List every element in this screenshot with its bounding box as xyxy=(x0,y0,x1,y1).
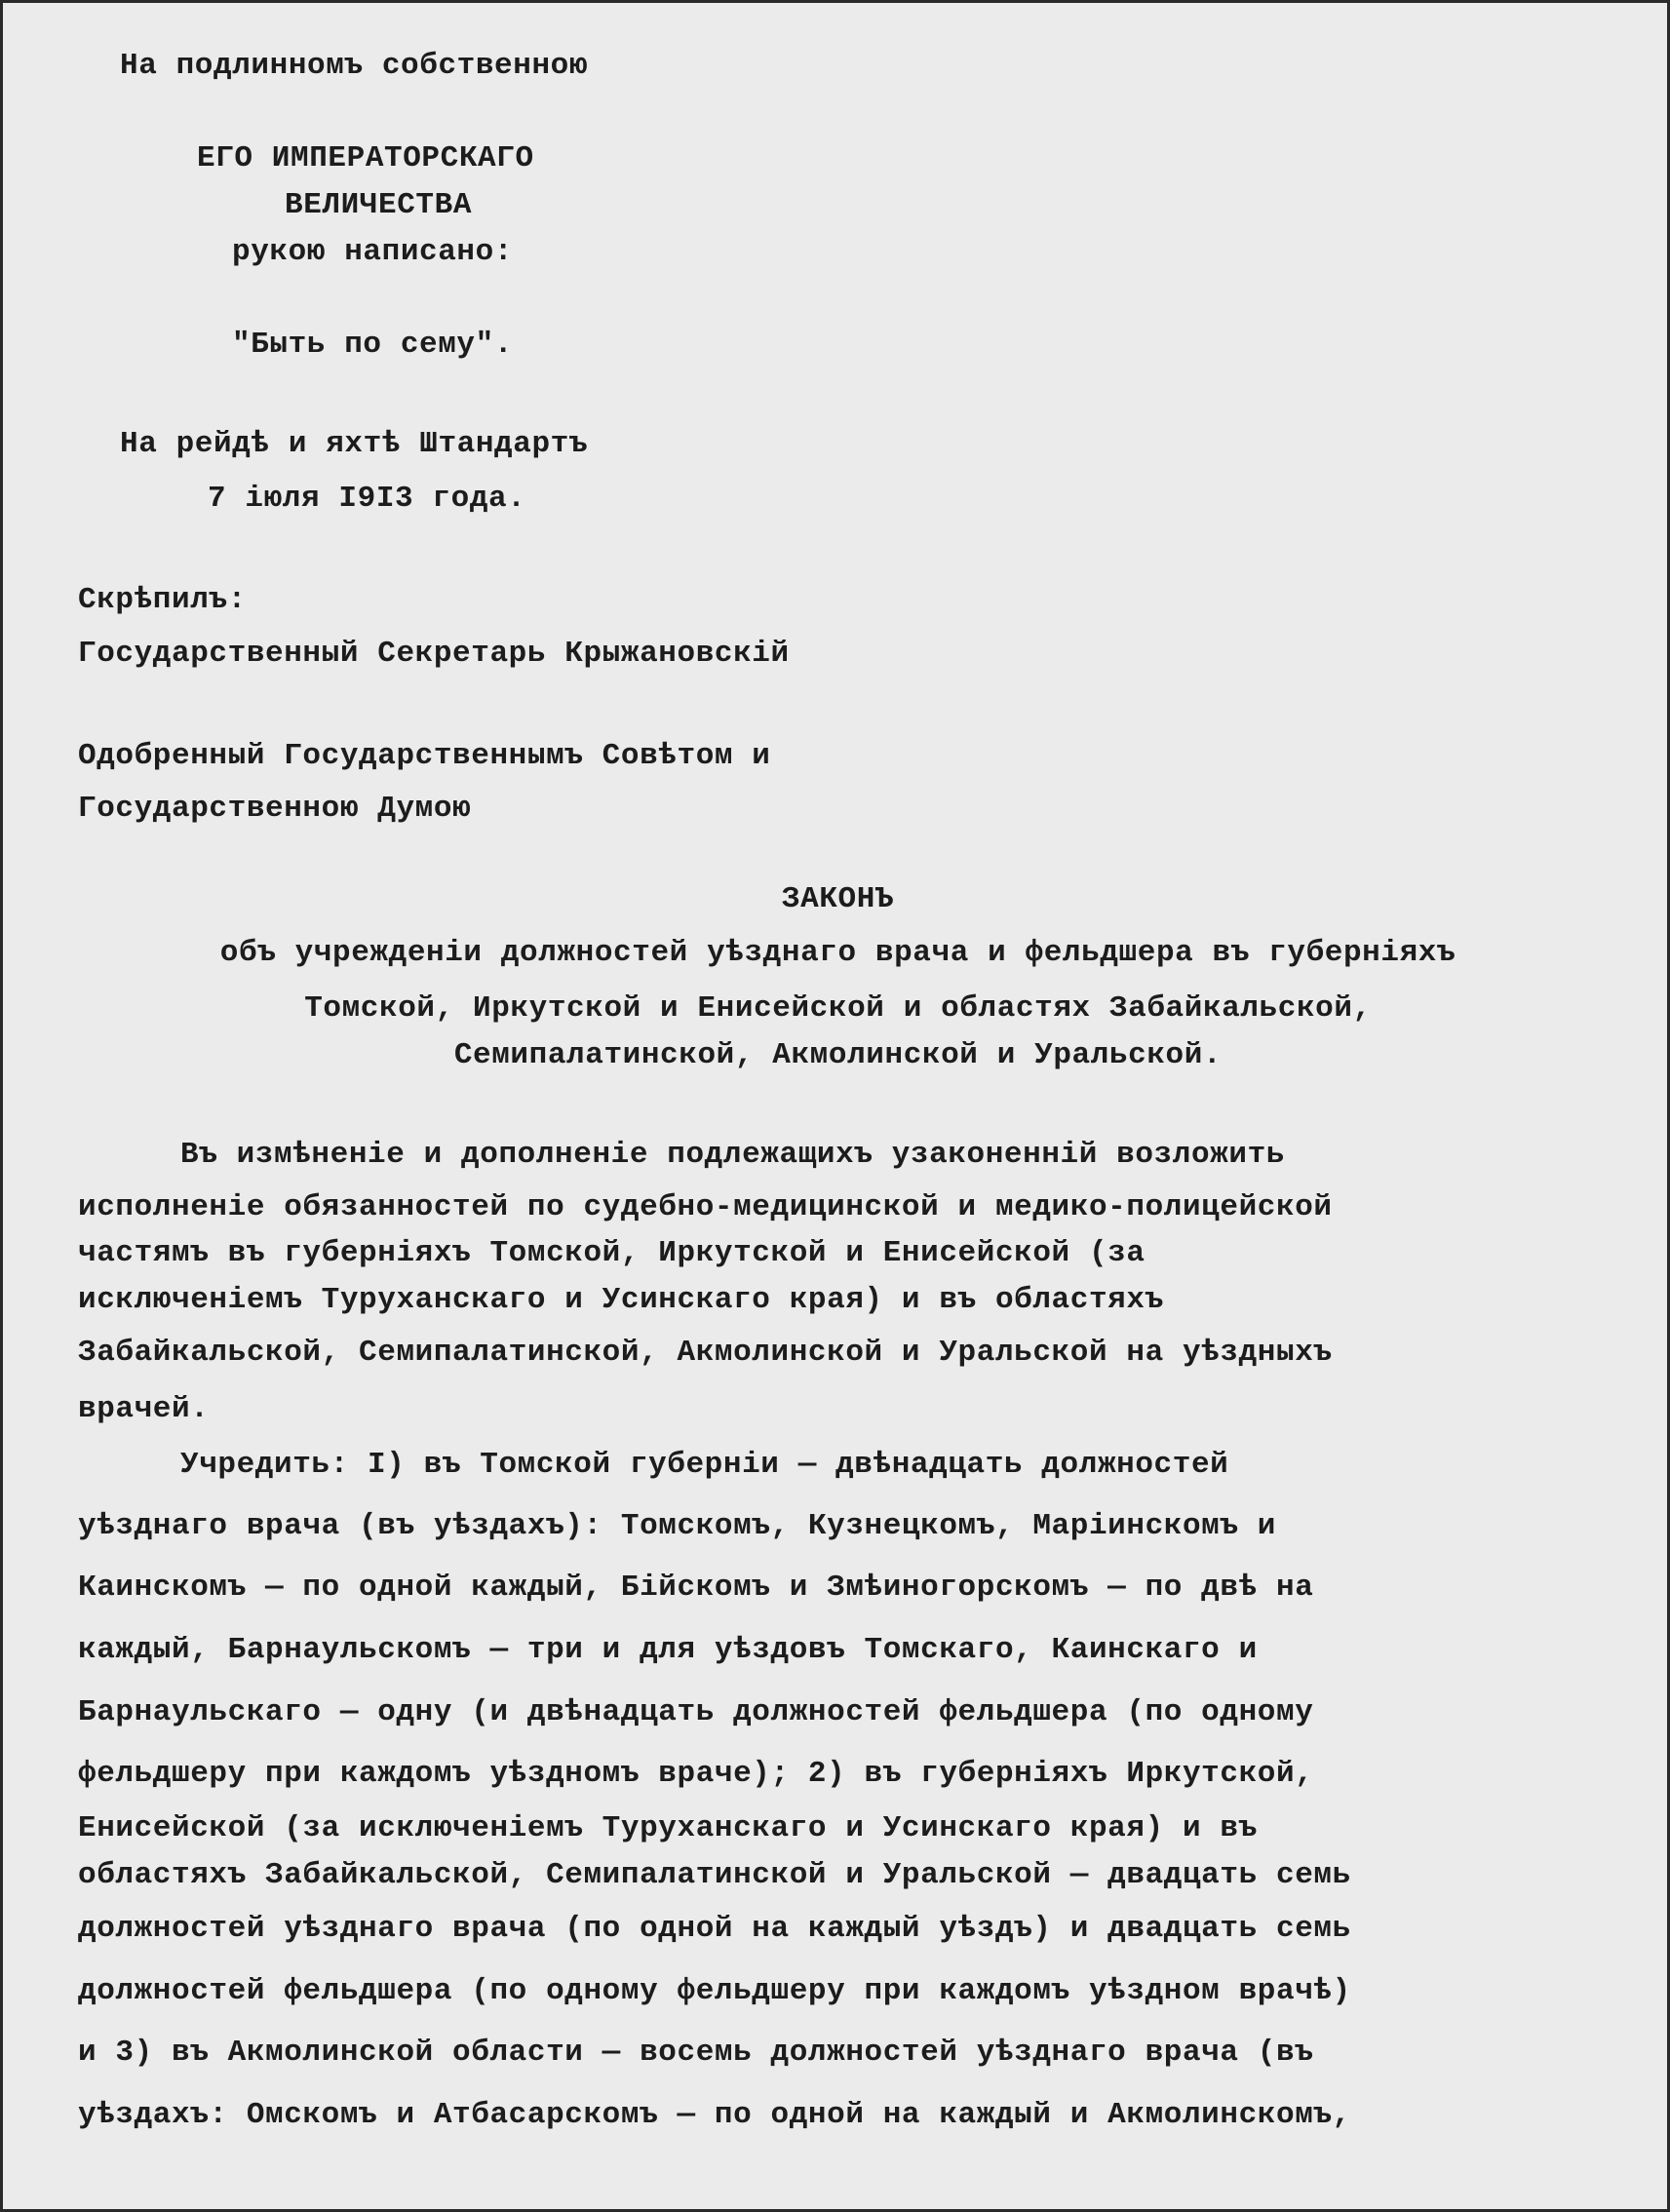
header-line-2: ЕГО ИМПЕРАТОРСКАГО xyxy=(197,141,534,175)
body-line: фельдшеру при каждомъ уѣздномъ враче); 2) въ губерніяхъ Иркутской, xyxy=(78,1757,1314,1791)
law-subtitle-1: объ учрежденіи должностей уѣзднаго врача и фельдшера въ губерніяхъ xyxy=(219,936,1456,970)
body-line: уѣздахъ: Омскомъ и Атбасарскомъ — по одной на каждый и Акмолинскомъ, xyxy=(78,2098,1351,2132)
law-title: ЗАКОНЪ xyxy=(781,882,895,916)
body-line: должностей фельдшера (по одному фельдшеру при каждомъ уѣздном врачѣ) xyxy=(78,1974,1351,2008)
certified-label: Скрѣпилъ: xyxy=(78,583,247,617)
certified-signatory: Государственный Секретарь Крыжановскій xyxy=(78,637,790,671)
body-line: частямъ въ губерніяхъ Томской, Иркутской и Енисейской (за xyxy=(78,1236,1146,1270)
approved-line-2: Государственною Думою xyxy=(78,792,472,826)
place-line-1: На рейдѣ и яхтѣ Штандартъ xyxy=(120,427,589,461)
body-line: исключеніемъ Туруханскаго и Усинскаго края) и въ областяхъ xyxy=(78,1283,1164,1317)
law-subtitle-3: Семипалатинской, Акмолинской и Уральской. xyxy=(453,1038,1223,1072)
body-line: каждый, Барнаульскомъ — три и для уѣздовъ Томскаго, Каинскаго и xyxy=(78,1633,1258,1667)
law-subtitle-2: Томской, Иркутской и Енисейской и областях Забайкальской, xyxy=(304,991,1372,1026)
body-line: Учредить: I) въ Томской губерніи — двѣнадцать должностей xyxy=(180,1448,1229,1482)
body-line: Енисейской (за исключеніемъ Туруханскаго и Усинскаго края) и въ xyxy=(78,1811,1258,1845)
body-line: уѣзднаго врача (въ уѣздахъ): Томскомъ, Кузнецкомъ, Маріинскомъ и xyxy=(78,1509,1276,1543)
header-line-3: ВЕЛИЧЕСТВА xyxy=(285,188,473,222)
header-line-4: рукою написано: xyxy=(232,235,514,269)
date-line: 7 іюля I9I3 года. xyxy=(208,482,526,516)
approved-line-1: Одобренный Государственнымъ Совѣтом и xyxy=(78,739,771,773)
body-line: врачей. xyxy=(78,1392,210,1426)
body-line: областяхъ Забайкальской, Семипалатинской и Уральской — двадцать семь xyxy=(78,1858,1351,1892)
body-line: Каинскомъ — по одной каждый, Бійскомъ и Змѣиногорскомъ — по двѣ на xyxy=(78,1571,1314,1605)
body-line: исполненіе обязанностей по судебно-медицинской и медико-полицейской xyxy=(78,1190,1333,1224)
body-line: Въ измѣненіе и дополненіе подлежащихъ узаконенній возложить xyxy=(180,1138,1285,1172)
header-line-5: "Быть по сему". xyxy=(232,328,514,362)
body-line: должностей уѣзднаго врача (по одной на каждый уѣздъ) и двадцать семь xyxy=(78,1912,1351,1946)
header-line-1: На подлинномъ собственною xyxy=(120,49,589,83)
body-line: и 3) въ Акмолинской области — восемь должностей уѣзднаго врача (въ xyxy=(78,2036,1314,2070)
body-line: Забайкальской, Семипалатинской, Акмолинской и Уральской на уѣздныхъ xyxy=(78,1336,1333,1370)
body-line: Барнаульскаго — одну (и двѣнадцать должностей фельдшера (по одному xyxy=(78,1695,1314,1729)
